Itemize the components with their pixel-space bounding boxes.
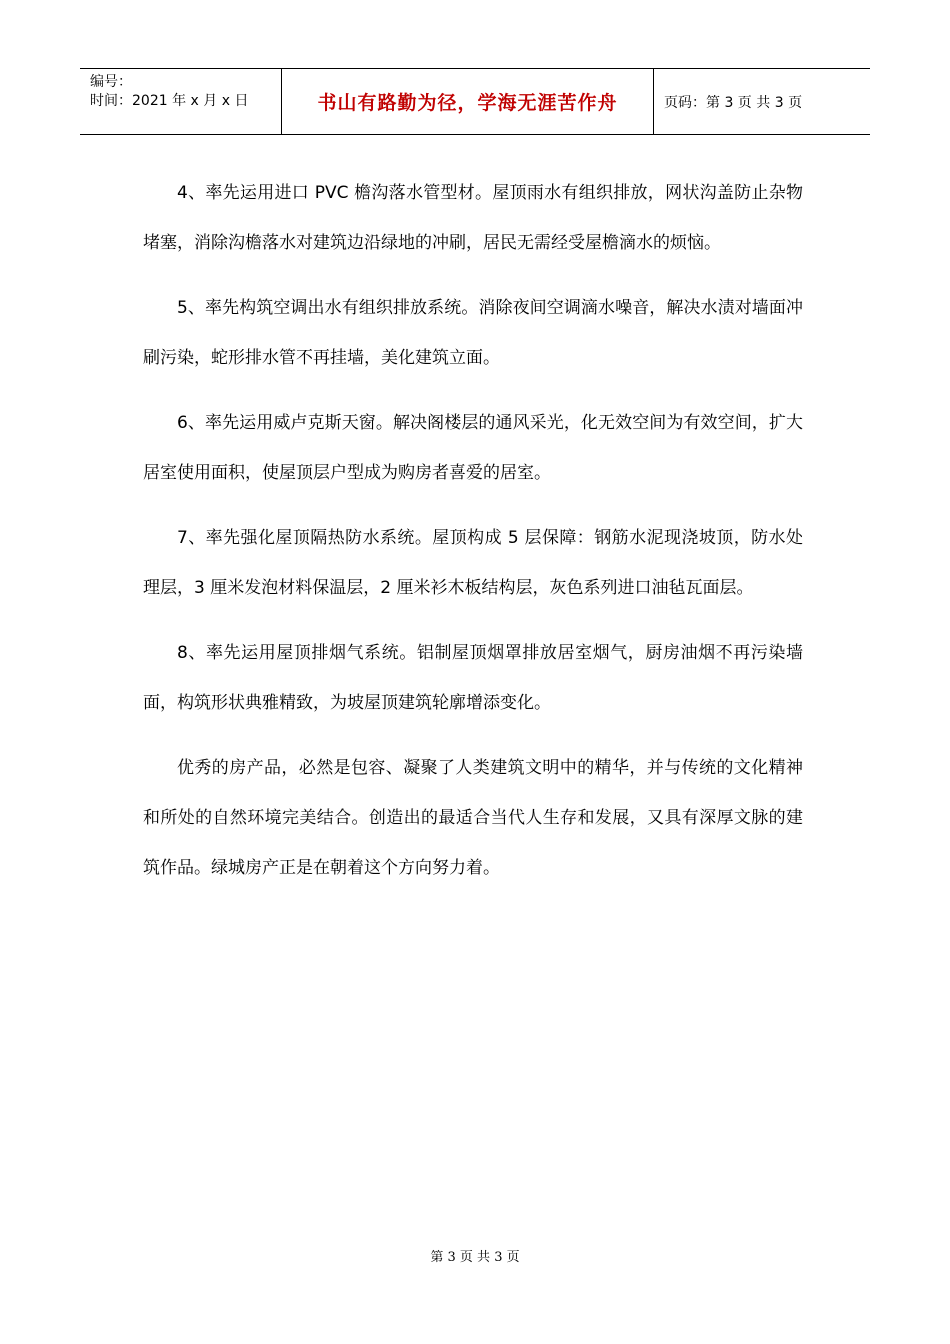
paragraph-item-6: 6、率先运用威卢克斯天窗。解决阁楼层的通风采光，化无效空间为有效空间，扩大居室使用面积，使屋顶层户型成为购房者喜爱的居室。 — [143, 413, 803, 483]
header-motto: 书山有路勤为径，学海无涯苦作舟 — [281, 69, 654, 134]
document-body — [143, 168, 803, 908]
paragraph-item-7: 7、率先强化屋顶隔热防水系统。屋顶构成 5 层保障：钢筋水泥现浇坡顶，防水处理层，3 厘米发泡材料保温层，2 厘米衫木板结构层，灰色系列进口油毡瓦面层。 — [143, 528, 803, 598]
paragraph-item-5: 5、率先构筑空调出水有组织排放系统。消除夜间空调滴水噪音，解决水渍对墙面冲刷污染，蛇形排水管不再挂墙，美化建筑立面。 — [143, 298, 803, 368]
header-meta — [80, 69, 281, 134]
paragraph-item-4: 4、率先运用进口 PVC 檐沟落水管型材。屋顶雨水有组织排放，网状沟盖防止杂物堵塞，消除沟檐落水对建筑边沿绿地的冲刷，居民无需经受屋檐滴水的烦恼。 — [143, 183, 803, 253]
header-page-info: 页码：第 3 页 共 3 页 — [664, 94, 803, 111]
header-table — [80, 68, 870, 135]
document-time-label: 时间：2021 年 x 月 x 日 — [90, 93, 249, 109]
paragraph-conclusion: 优秀的房产品，必然是包容、凝聚了人类建筑文明中的精华，并与传统的文化精神和所处的自然环境完美结合。创造出的最适合当代人生存和发展，又具有深厚文脉的建筑作品。绿城房产正是在朝着这个方向努力着。 — [143, 758, 803, 878]
document-number-label: 编号： — [90, 74, 132, 90]
page-footer: 第 3 页 共 3 页 — [430, 1250, 520, 1265]
paragraph-item-8: 8、率先运用屋顶排烟气系统。铝制屋顶烟罩排放居室烟气，厨房油烟不再污染墙面，构筑形状典雅精致，为坡屋顶建筑轮廓增添变化。 — [143, 643, 803, 713]
